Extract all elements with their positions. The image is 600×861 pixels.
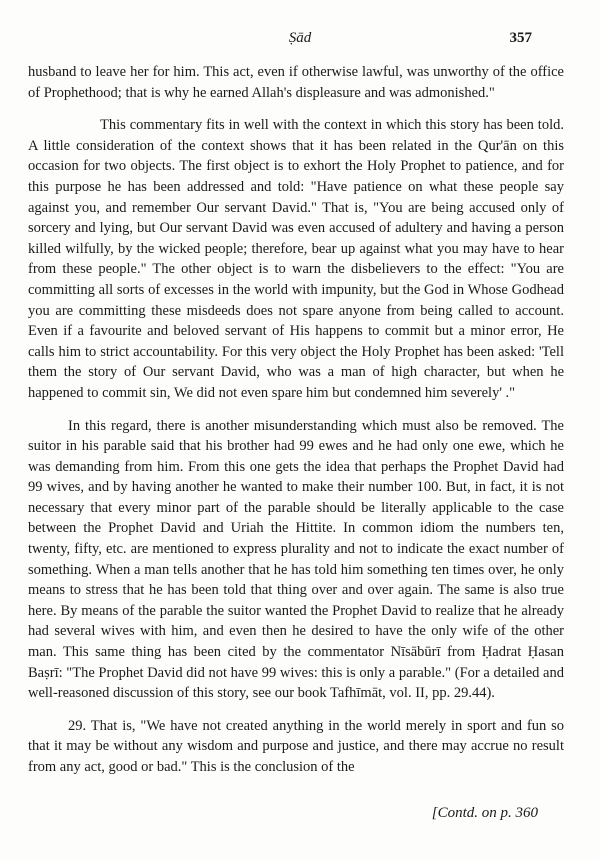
page-number: 357 xyxy=(509,30,532,46)
paragraph-continuation: husband to leave her for him. This act, even if otherwise lawful, was unworthy of the office of Prophethood; that is why he earned Allah's displeasure and was admonished." xyxy=(28,64,564,101)
footnote-29: 29. That is, "We have not created anything in the world merely in sport and fun so that it may be without any wisdom and purpose and justice, and there may accrue no result from any act, good or bad." This is the conclusion of the xyxy=(28,717,564,775)
running-title: Ṣād xyxy=(288,30,312,46)
paragraph-commentary: This commentary fits in well with the context in which this story has been told. A little consideration of the context shows that it has been related in the Qur'ān on this occasion for two objects. The first object is to exhort the Holy Prophet to patience, and for this purpose he has been addressed and told: "Have patience on what these people say against you, and remember Our servant David." That is, "You are being accused only of sorcery and lying, but Our servant David was even accused of adultery and having a person killed wilfully, by the wicked people; therefore, bear up against what you may have to hear from these people." The other object is to warn the disbelievers to the effect: "You are committing all sorts of excesses in the world with impunity, but the God in Whose Godhead you are committing these misdeeds does not spare anyone from being called to account. Even if a favourite and beloved servant of His happens to commit but a minor error, He calls him to strict accountability. For this very object the Holy Prophet has been asked: 'Tell them the story of Our servant David, who was a man of high character, but when he happened to commit sin, We did not even spare him but condemned him severely' ." xyxy=(28,117,564,401)
continuation-note: [Contd. on p. 360 xyxy=(431,805,538,821)
body-text xyxy=(28,62,564,778)
paragraph-misunderstanding: In this regard, there is another misunderstanding which must also be removed. The suitor in his parable said that his brother had 99 ewes and he had only one ewe, which he was demanding from him. From this one gets the idea that perhaps the Prophet David had 99 wives, and by having another he wanted to make their number 100. But, in fact, it is not necessary that every minor part of the parable should be literally applicable to the case between the Prophet David and Uriah the Hittite. In common idiom the numbers ten, twenty, fifty, etc. are mentioned to express plurality and not to indicate the exact number of something. When a man tells another that he has told him something ten times over, he only means to stress that he has been told that thing over and over again. The same is also true here. By means of the parable the suitor wanted the Prophet David to realize that he already had several wives with him, and even then he desired to have the only wife of the other man. This same thing has been cited by the commentator Nīsābūrī from Ḥadrat Ḥasan Baṣrī: "The Prophet David did not have 99 wives: this is only a parable." (For a detailed and well-reasoned discussion of this story, see our book Tafhīmāt, vol. II, pp. 29.44). xyxy=(28,417,564,702)
page-header xyxy=(0,30,600,50)
